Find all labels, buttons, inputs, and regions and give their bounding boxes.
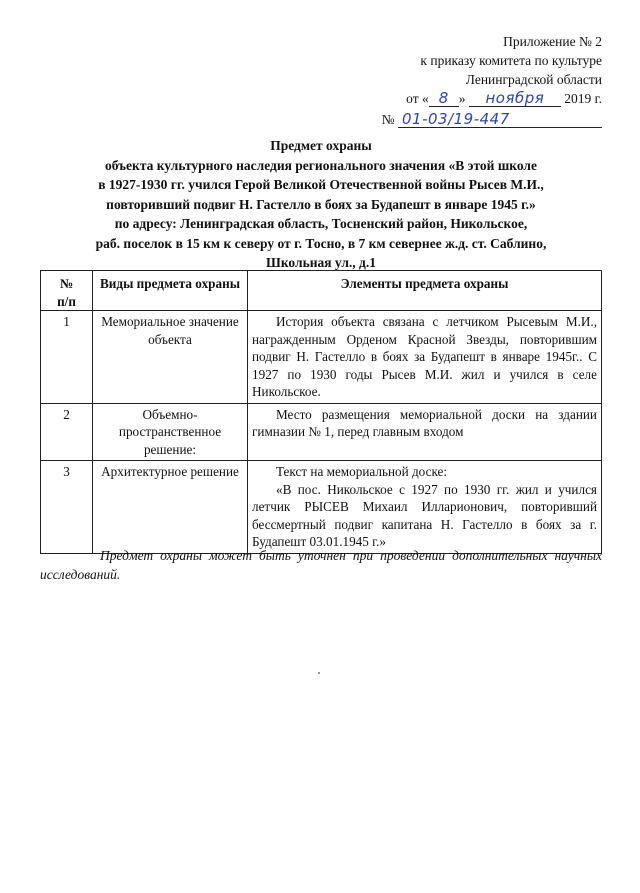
table-row	[41, 461, 602, 554]
date-mid: »	[458, 91, 466, 106]
scan-dot	[318, 672, 320, 674]
title-line-5: по адресу: Ленинградская область, Тосненский район, Никольское,	[114, 216, 528, 231]
footnote-italic: Предмет охраны может быть уточнен при проведении дополнительных научных исследований.	[40, 548, 602, 582]
table-row	[41, 403, 602, 461]
row-elements-quote: «В пос. Никольское с 1927 по 1930 гг. жил и учился летчик РЫСЕВ Михаил Илларионович, повторивший бессмертный подвиг капитана Н. Гастелло в боях за г. Будапешт 03.01.1945 г.»	[252, 481, 597, 549]
number-prefix: №	[381, 112, 395, 127]
order-number-handwritten: 01-03/19-447	[398, 112, 602, 128]
row-elements	[248, 461, 602, 554]
row-elements	[248, 403, 602, 461]
header-number-line-1: №	[59, 276, 74, 291]
row-number: 2	[41, 403, 93, 461]
header-number-line-2: п/п	[57, 293, 76, 309]
order-number-line	[342, 110, 602, 129]
row-type: Архитектурное решение	[93, 461, 248, 554]
row-elements-text: Место размещения мемориальной доски на здании гимназии № 1, перед главным входом	[252, 406, 597, 439]
title-line-1: Предмет охраны	[270, 138, 372, 153]
order-date-line	[342, 89, 602, 108]
header-elements: Элементы предмета охраны	[248, 271, 602, 311]
protection-subject-table	[40, 270, 602, 554]
date-month-handwritten: ноября	[469, 91, 561, 107]
row-elements-text: Текст на мемориальной доске:	[276, 464, 448, 479]
header-number	[41, 271, 93, 311]
table-header-row	[41, 271, 602, 311]
title-line-6: раб. поселок в 15 км к северу от г. Тосно, в 7 км севернее ж.д. ст. Саблино,	[95, 235, 547, 251]
row-number: 1	[41, 311, 93, 404]
date-prefix: от «	[406, 91, 429, 106]
row-type: Объемно-пространственное решение:	[93, 403, 248, 461]
title-line-2: объекта культурного наследия регионального значения «В этой школе	[105, 157, 537, 173]
table-row	[41, 311, 602, 404]
title-line-4: повторивший подвиг Н. Гастелло в боях за Будапешт в январе 1945 г.»	[106, 196, 536, 212]
title-line-3: в 1927-1930 гг. учился Герой Великой Отечественной войны Рысев М.И.,	[98, 177, 544, 192]
row-type: Мемориальное значение объекта	[93, 311, 248, 404]
appendix-header	[342, 32, 602, 129]
date-day-handwritten: 8	[429, 91, 459, 107]
document-title	[40, 136, 602, 273]
appendix-line-1: Приложение № 2	[503, 34, 602, 49]
title-line-7: Школьная ул., д.1	[266, 255, 376, 270]
appendix-line-2: к приказу комитета по культуре	[420, 53, 602, 68]
row-elements	[248, 311, 602, 404]
header-type: Виды предмета охраны	[93, 271, 248, 311]
date-year: 2019 г.	[564, 91, 602, 106]
row-number: 3	[41, 461, 93, 554]
row-elements-text: История объекта связана с летчиком Рысевым М.И., награжденным Орденом Красной Звезды, повторившим подвиг Н. Гастелло в боях за Будапешт в январе 1945г.. С 1927 по 1930 годы Рысев М.И. жил и учился в селе Никольское.	[252, 314, 597, 399]
appendix-line-3: Ленинградской области	[465, 72, 602, 87]
